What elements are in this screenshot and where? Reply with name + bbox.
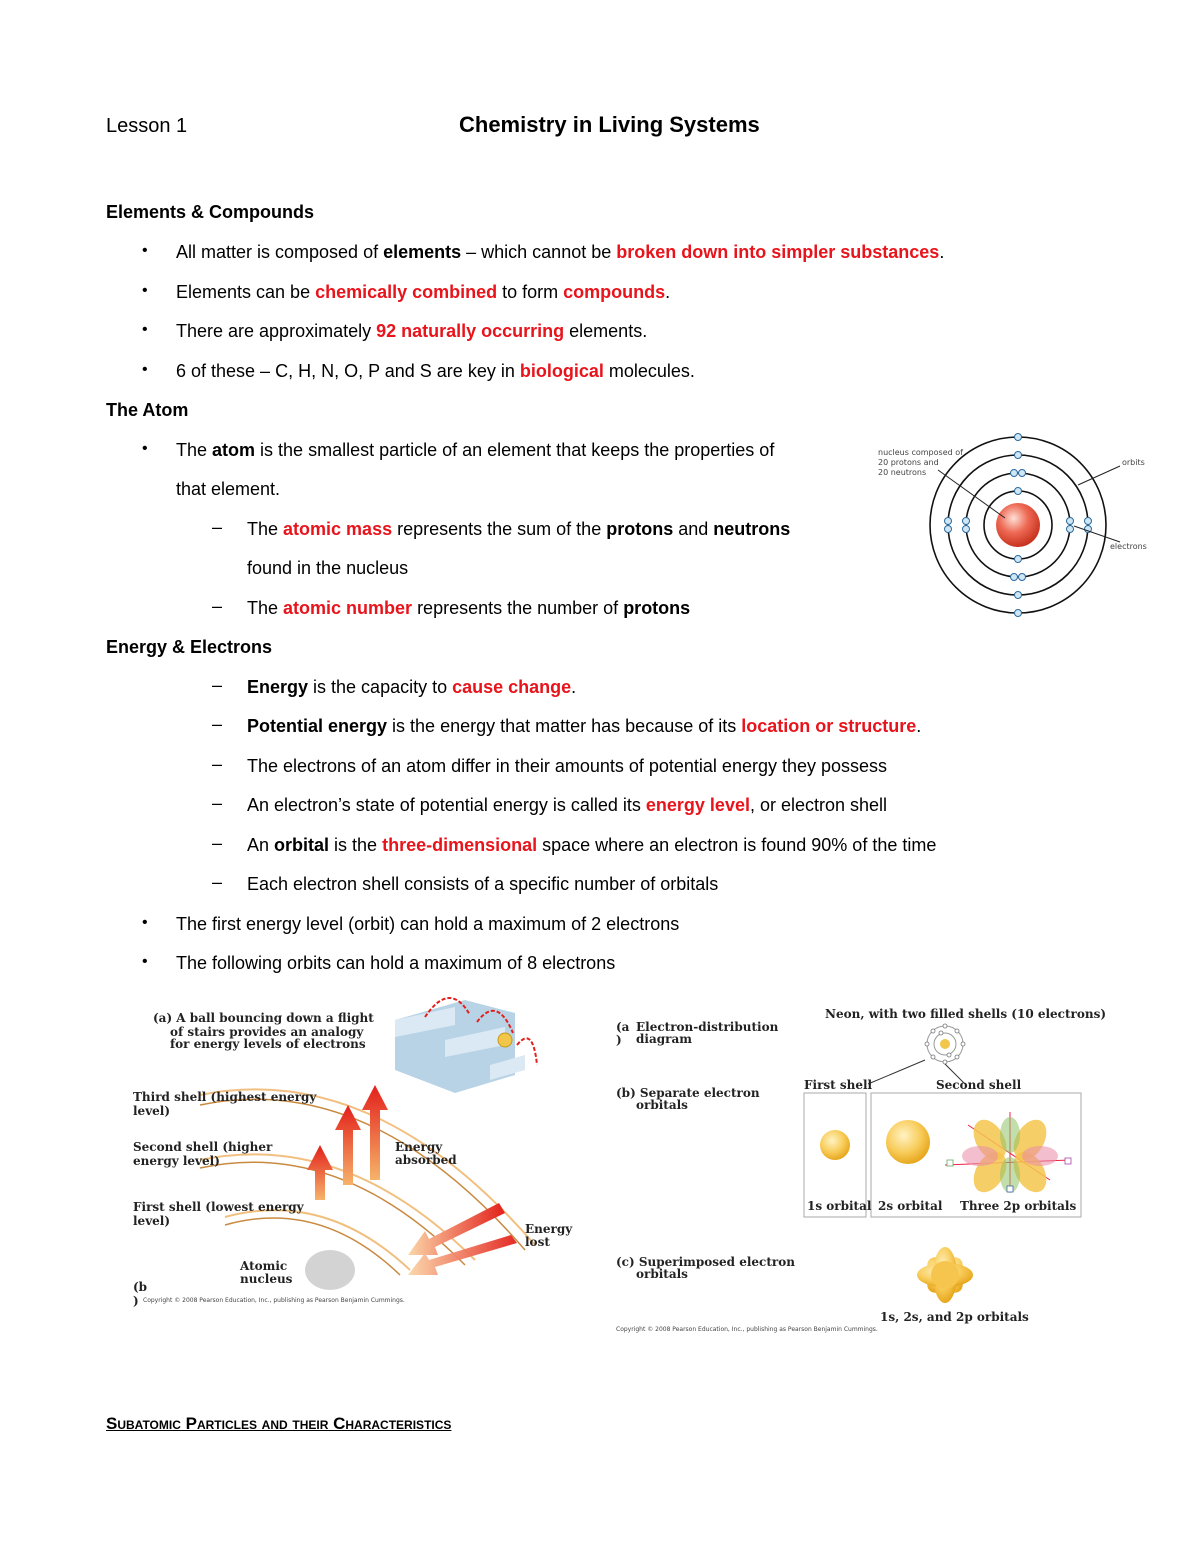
energy-levels-figure bbox=[125, 985, 585, 1330]
dash-icon: – bbox=[212, 517, 223, 537]
caption-text: of stairs provides an analogy bbox=[170, 1025, 364, 1039]
page-title: Chemistry in Living Systems bbox=[459, 112, 760, 137]
orbitals-superimposed bbox=[917, 1247, 973, 1303]
orbital-2s bbox=[886, 1120, 930, 1164]
shell-label: level) bbox=[133, 1214, 171, 1228]
atom-diagram bbox=[870, 430, 1160, 620]
second-shell-label: Second shell bbox=[936, 1078, 1022, 1092]
caption-text: orbitals bbox=[636, 1098, 688, 1112]
dash-icon: – bbox=[212, 714, 223, 734]
energy-lost-label: lost bbox=[525, 1235, 550, 1249]
shell-label: level) bbox=[133, 1104, 171, 1118]
orbital-label: 1s, 2s, and 2p orbitals bbox=[880, 1310, 1029, 1324]
caption-text: (b) Separate electron bbox=[616, 1086, 760, 1100]
shell-label: Second shell (higher bbox=[133, 1140, 273, 1154]
caption-text: diagram bbox=[636, 1032, 692, 1046]
electrons-label: electrons bbox=[1110, 542, 1147, 551]
list-item: The following orbits can hold a maximum of 8 electrons bbox=[176, 953, 616, 973]
orbitals-figure bbox=[610, 1000, 1107, 1340]
bullet-icon: • bbox=[142, 282, 148, 299]
section-heading-energy: Energy & Electrons bbox=[106, 637, 273, 657]
list-item: The atom is the smallest particle of an element that keeps the properties of bbox=[176, 440, 775, 460]
list-item: An electron’s state of potential energy is called its energy level, or electron shell bbox=[247, 795, 888, 815]
nucleus-label: Atomic bbox=[240, 1259, 288, 1273]
section-heading-atom: The Atom bbox=[106, 400, 189, 420]
orbital-2p bbox=[945, 1112, 1071, 1198]
orbitals-svg bbox=[610, 1000, 1100, 1340]
orbits-label: orbits bbox=[1122, 458, 1145, 467]
dash-icon: – bbox=[212, 793, 223, 813]
list-item-continuation: found in the nucleus bbox=[247, 558, 409, 578]
copyright-text: Copyright © 2008 Pearson Education, Inc., publishing as Pearson Benjamin Cummings. bbox=[143, 1297, 405, 1304]
list-item: All matter is composed of elements – which cannot be broken down into simpler substances. bbox=[176, 242, 945, 262]
list-item: Energy is the capacity to cause change. bbox=[247, 677, 577, 697]
list-item: The electrons of an atom differ in their amounts of potential energy they possess bbox=[247, 756, 888, 776]
orbital-1s bbox=[820, 1130, 850, 1160]
list-item: There are approximately 92 naturally occurring elements. bbox=[176, 321, 648, 341]
list-item: The first energy level (orbit) can hold a maximum of 2 electrons bbox=[176, 914, 680, 934]
first-shell-label: First shell bbox=[804, 1078, 873, 1092]
nucleus-label: 20 protons and bbox=[878, 458, 939, 467]
list-item: An orbital is the three-dimensional space where an electron is found 90% of the time bbox=[247, 835, 937, 855]
caption-text: (b bbox=[133, 1280, 148, 1294]
neon-caption: Neon, with two filled shells (10 electrons) bbox=[825, 1007, 1107, 1021]
nucleus bbox=[996, 503, 1040, 547]
list-item: Potential energy is the energy that matter has because of its location or structure. bbox=[247, 716, 922, 736]
energy-absorbed-label: Energy bbox=[395, 1140, 443, 1154]
bullet-icon: • bbox=[142, 440, 148, 457]
list-item: Each electron shell consists of a specific number of orbitals bbox=[247, 874, 719, 894]
dash-icon: – bbox=[212, 754, 223, 774]
dash-icon: – bbox=[212, 675, 223, 695]
caption-text: ) bbox=[616, 1033, 622, 1047]
atomic-nucleus bbox=[305, 1250, 355, 1290]
energy-absorbed-label: absorbed bbox=[395, 1153, 457, 1167]
section-heading-subatomic: Subatomic Particles and their Characteristics bbox=[106, 1414, 452, 1433]
list-item: 6 of these – C, H, N, O, P and S are key in biological molecules. bbox=[176, 361, 695, 381]
energy-lost-label: Energy bbox=[525, 1222, 573, 1236]
section-heading-elements: Elements & Compounds bbox=[106, 202, 315, 222]
caption-text: for energy levels of electrons bbox=[170, 1037, 366, 1051]
dash-icon: – bbox=[212, 872, 223, 892]
dash-icon: – bbox=[212, 596, 223, 616]
caption-text: ) bbox=[133, 1294, 139, 1308]
list-item: The atomic number represents the number of protons bbox=[247, 598, 691, 618]
orbital-label: Three 2p orbitals bbox=[960, 1199, 1077, 1213]
shell-label: Third shell (highest energy bbox=[133, 1090, 317, 1104]
dash-icon: – bbox=[212, 833, 223, 853]
list-item: Elements can be chemically combined to form compounds. bbox=[176, 282, 671, 302]
lesson-label: Lesson 1 bbox=[106, 115, 188, 137]
caption-text: Electron-distribution bbox=[636, 1020, 779, 1034]
nucleus-label: 20 neutrons bbox=[878, 468, 927, 477]
bullet-icon: • bbox=[142, 321, 148, 338]
list-item: The atomic mass represents the sum of the protons and neutrons bbox=[247, 519, 791, 539]
caption-text: (a bbox=[616, 1020, 630, 1034]
bullet-icon: • bbox=[142, 242, 148, 259]
caption-text: (c) Superimposed electron bbox=[616, 1255, 795, 1269]
shell-label: First shell (lowest energy bbox=[133, 1200, 304, 1214]
shell-label: energy level) bbox=[133, 1154, 220, 1168]
bullet-icon: • bbox=[142, 361, 148, 378]
caption-text: (a) A ball bouncing down a flight bbox=[153, 1011, 374, 1025]
list-item-continuation: that element. bbox=[176, 479, 281, 499]
bullet-icon: • bbox=[142, 953, 148, 970]
nucleus-label: nucleus bbox=[240, 1272, 293, 1286]
bullet-icon: • bbox=[142, 914, 148, 931]
stairs bbox=[395, 998, 537, 1093]
nucleus-label: nucleus composed of bbox=[878, 448, 963, 457]
caption-text: orbitals bbox=[636, 1267, 688, 1281]
orbital-label: 2s orbital bbox=[878, 1199, 943, 1213]
copyright-text: Copyright © 2008 Pearson Education, Inc., publishing as Pearson Benjamin Cummings. bbox=[616, 1326, 878, 1333]
orbital-label: 1s orbital bbox=[807, 1199, 872, 1213]
